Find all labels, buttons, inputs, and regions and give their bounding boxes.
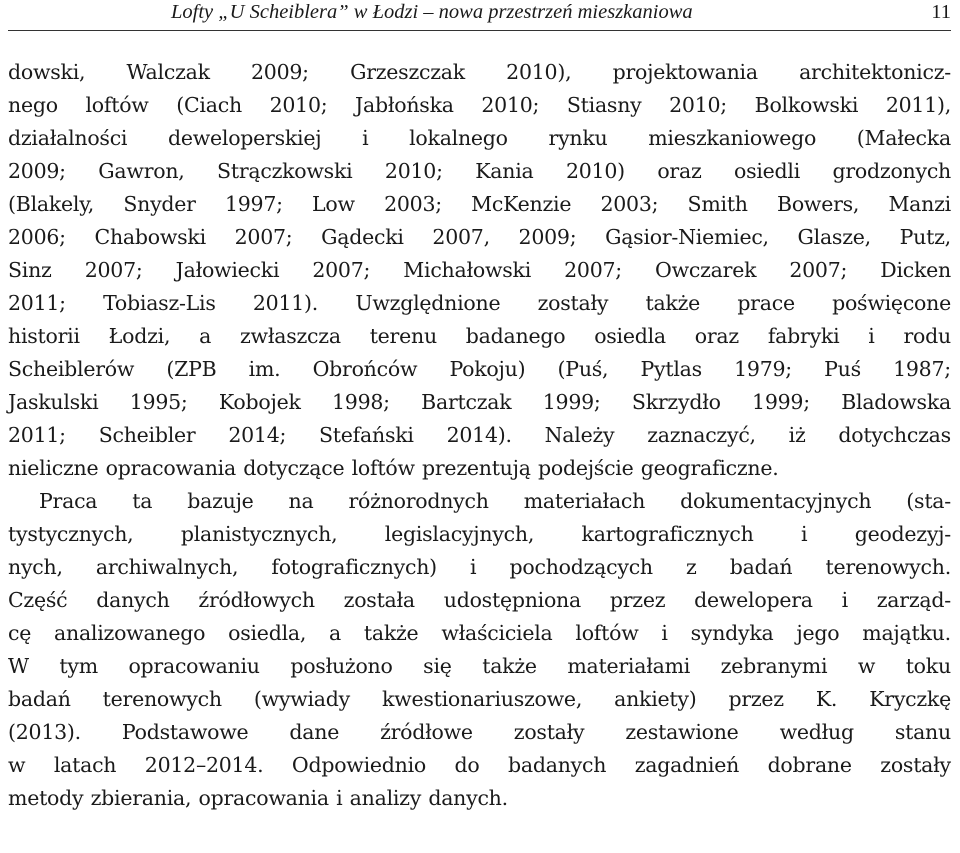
running-header — [8, 0, 951, 31]
text-line: 2011; Tobiasz-Lis 2011). Uwzględnione zostały także prace poświęcone — [8, 291, 951, 315]
text-line: historii Łodzi, a zwłaszcza terenu badanego osiedla oraz fabryki i rodu — [8, 324, 951, 348]
text-line: nych, archiwalnych, fotograficznych) i pochodzących z badań terenowych. — [8, 555, 951, 579]
text-line: badań terenowych (wywiady kwestionariuszowe, ankiety) przez K. Kryczkę — [8, 687, 951, 711]
paragraph — [8, 485, 951, 815]
text-line: cę analizowanego osiedla, a także właściciela loftów i syndyka jego majątku. — [8, 621, 951, 645]
text-line: dowski, Walczak 2009; Grzeszczak 2010), projektowania architektonicz- — [8, 60, 951, 84]
document-page — [8, 0, 951, 853]
text-line: działalności deweloperskiej i lokalnego rynku mieszkaniowego (Małecka — [8, 126, 951, 150]
text-line: Praca ta bazuje na różnorodnych materiałach dokumentacyjnych (sta- — [39, 489, 951, 513]
text-line: metody zbierania, opracowania i analizy danych. — [8, 786, 508, 810]
text-line: Jaskulski 1995; Kobojek 1998; Bartczak 1999; Skrzydło 1999; Bladowska — [8, 390, 951, 414]
text-line: w latach 2012–2014. Odpowiednio do badanych zagadnień dobrane zostały — [8, 753, 951, 777]
text-line: nieliczne opracowania dotyczące loftów prezentują podejście geograficzne. — [8, 456, 779, 480]
text-line: W tym opracowaniu posłużono się także materiałami zebranymi w toku — [8, 654, 951, 678]
running-title: Lofty „U Scheiblera” w Łodzi – nowa przestrzeń mieszkaniowa — [171, 1, 693, 23]
paragraph — [8, 56, 951, 485]
text-line: 2006; Chabowski 2007; Gądecki 2007, 2009; Gąsior-Niemiec, Glasze, Putz, — [8, 225, 951, 249]
text-line: 2011; Scheibler 2014; Stefański 2014). Należy zaznaczyć, iż dotychczas — [8, 423, 951, 447]
page-number: 11 — [931, 1, 951, 23]
text-line: Scheiblerów (ZPB im. Obrońców Pokoju) (Puś, Pytlas 1979; Puś 1987; — [8, 357, 951, 381]
text-line: nego loftów (Ciach 2010; Jabłońska 2010; Stiasny 2010; Bolkowski 2011), — [8, 93, 951, 117]
text-line: Część danych źródłowych została udostępniona przez dewelopera i zarząd- — [8, 588, 951, 612]
text-line: (2013). Podstawowe dane źródłowe zostały zestawione według stanu — [8, 720, 951, 744]
text-line: (Blakely, Snyder 1997; Low 2003; McKenzie 2003; Smith Bowers, Manzi — [8, 192, 951, 216]
body-text — [8, 56, 951, 815]
text-line: tystycznych, planistycznych, legislacyjnych, kartograficznych i geodezyj- — [8, 522, 951, 546]
text-line: 2009; Gawron, Strączkowski 2010; Kania 2010) oraz osiedli grodzonych — [8, 159, 951, 183]
text-line: Sinz 2007; Jałowiecki 2007; Michałowski 2007; Owczarek 2007; Dicken — [8, 258, 951, 282]
